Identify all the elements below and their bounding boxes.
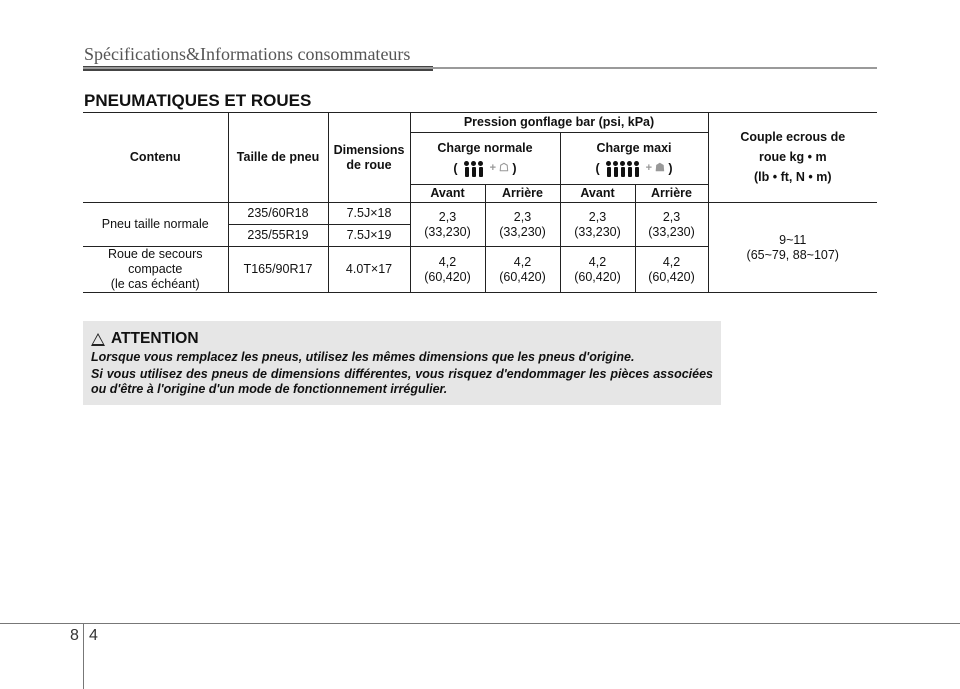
pressure-psi-kpa: (60,420): [648, 269, 695, 284]
tire-size: 235/55R19: [228, 225, 328, 247]
charge-maxi-label: Charge maxi: [596, 140, 672, 155]
wheel-dimension: 4.0T×17: [328, 247, 410, 293]
pressure-value: [410, 247, 485, 293]
attention-title-text: ATTENTION: [111, 330, 199, 347]
charge-normale-label: Charge normale: [437, 140, 533, 155]
pressure-bar: 2,3: [438, 209, 457, 224]
attention-text: [91, 350, 713, 399]
wheel-dimension: 7.5J×19: [328, 225, 410, 247]
footer-divider: [83, 624, 84, 689]
attention-box: [83, 321, 721, 405]
pressure-bar: 4,2: [662, 254, 681, 269]
pressure-value: [485, 203, 560, 247]
pressure-psi-kpa: (60,420): [574, 269, 621, 284]
header-dimensions-line1: Dimensions: [333, 142, 405, 157]
header-couple-line1: Couple ecrous de: [740, 130, 846, 144]
pressure-value: [560, 203, 635, 247]
pressure-value: [635, 247, 708, 293]
pressure-bar: 4,2: [588, 254, 607, 269]
five-passengers-icon: [606, 161, 639, 177]
pressure-psi-kpa: (33,230): [499, 224, 546, 239]
pressure-value: [410, 203, 485, 247]
header-charge-maxi: [560, 133, 708, 185]
pressure-value: [635, 203, 708, 247]
pressure-value: [560, 247, 635, 293]
luggage-icon: + ☗: [645, 162, 665, 174]
header-dimensions-line2: de roue: [346, 157, 392, 172]
chapter-number: 8: [70, 627, 79, 644]
warning-triangle-icon: [91, 333, 105, 346]
person-icon: [464, 161, 469, 177]
pressure-bar: 2,3: [513, 209, 532, 224]
paren-close: ): [668, 160, 673, 175]
pressure-psi-kpa: (60,420): [499, 269, 546, 284]
tire-size: T165/90R17: [228, 247, 328, 293]
torque-lbft-nm: (65~79, 88~107): [746, 247, 839, 262]
row-label-normal: Pneu taille normale: [83, 203, 228, 247]
pressure-bar: 2,3: [662, 209, 681, 224]
luggage-icon: + ☖: [489, 162, 509, 174]
header-arriere-maxi: Arrière: [635, 185, 708, 203]
header-arriere-normale: Arrière: [485, 185, 560, 203]
header-avant-maxi: Avant: [560, 185, 635, 203]
person-icon: [627, 161, 632, 177]
torque-kgm: 9~11: [779, 232, 807, 247]
tire-spec-table: [83, 112, 877, 293]
pressure-psi-kpa: (33,230): [574, 224, 621, 239]
wheel-dimension: 7.5J×18: [328, 203, 410, 225]
attention-line: Lorsque vous remplacez les pneus, utilisez les mêmes dimensions que les pneus d'origine.: [91, 350, 635, 364]
person-icon: [471, 161, 476, 177]
tire-size: 235/60R18: [228, 203, 328, 225]
header-couple: [708, 113, 877, 203]
spare-label-line: (le cas échéant): [110, 277, 200, 291]
row-label-spare: [83, 247, 228, 293]
torque-value: [708, 203, 877, 293]
page-header-title: Spécifications&Informations consommateurs: [84, 44, 411, 64]
header-couple-line2: roue kg • m: [758, 150, 827, 164]
header-rule: [83, 67, 877, 69]
three-passengers-icon: [464, 161, 483, 177]
header-dimensions: [328, 113, 410, 203]
header-charge-normale: [410, 133, 560, 185]
pressure-psi-kpa: (60,420): [424, 269, 471, 284]
pressure-psi-kpa: (33,230): [424, 224, 471, 239]
paren-open: (: [595, 160, 600, 175]
person-icon: [620, 161, 625, 177]
person-icon: [613, 161, 618, 177]
table-row: [83, 203, 877, 225]
pressure-bar: 2,3: [588, 209, 607, 224]
header-contenu: Contenu: [83, 113, 228, 203]
spare-label-line: compacte: [128, 262, 183, 276]
pressure-bar: 4,2: [513, 254, 532, 269]
page-number: 4: [89, 627, 98, 644]
attention-title: [91, 330, 199, 348]
header-couple-line3: (lb • ft, N • m): [754, 170, 832, 184]
spare-label-line: Roue de secours: [107, 247, 203, 261]
header-taille: Taille de pneu: [228, 113, 328, 203]
person-icon: [478, 161, 483, 177]
attention-line: Si vous utilisez des pneus de dimensions différentes, vous risquez d'endommager les pièces associées ou d'être à l'origine d'un mode de fonctionnement irrégulier.: [91, 367, 713, 396]
header-avant-normale: Avant: [410, 185, 485, 203]
footer-rule: [0, 623, 960, 624]
pressure-bar: 4,2: [438, 254, 457, 269]
pressure-psi-kpa: (33,230): [648, 224, 695, 239]
paren-close: ): [512, 160, 517, 175]
header-pression: Pression gonflage bar (psi, kPa): [410, 113, 708, 133]
person-icon: [606, 161, 611, 177]
paren-open: (: [453, 160, 458, 175]
section-title: PNEUMATIQUES ET ROUES: [84, 91, 312, 110]
pressure-value: [485, 247, 560, 293]
person-icon: [634, 161, 639, 177]
